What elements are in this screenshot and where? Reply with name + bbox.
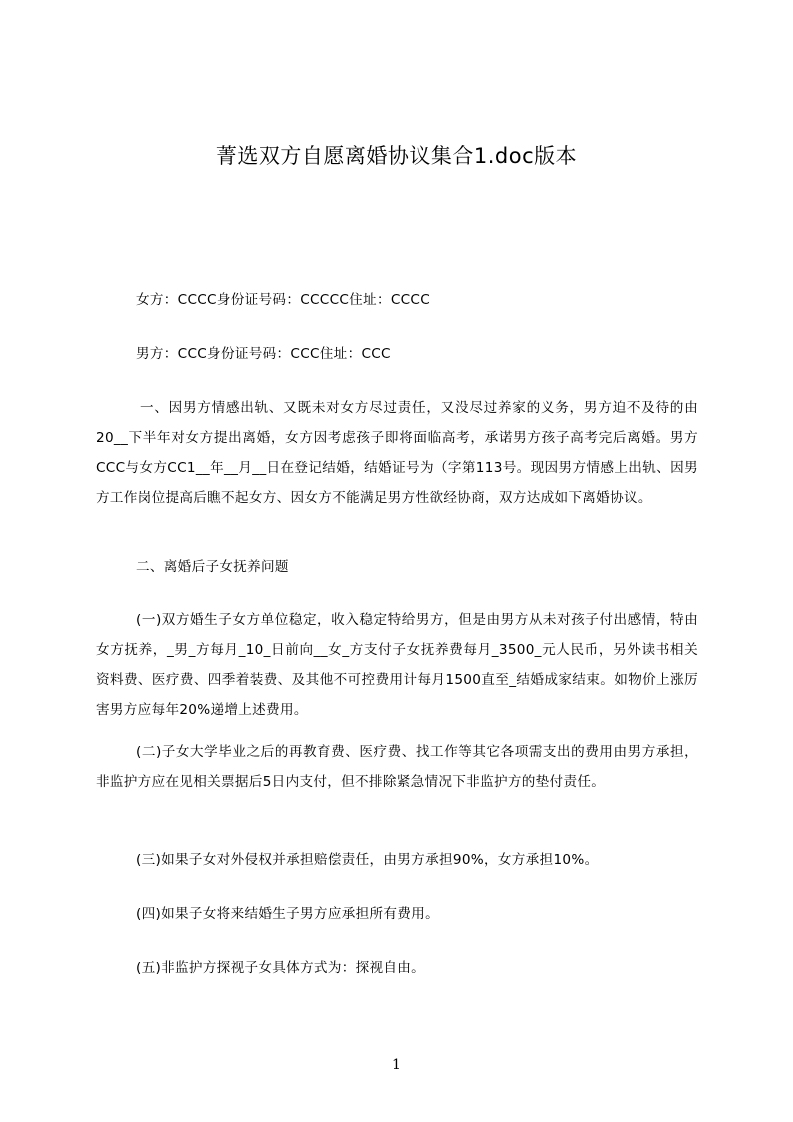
paragraph-male-party: 男方：CCC身份证号码：CCC住址：CCC bbox=[136, 346, 391, 362]
page-number: 1 bbox=[392, 1057, 401, 1073]
paragraph-female-party: 女方：CCCC身份证号码：CCCCC住址：CCCC bbox=[136, 292, 431, 308]
paragraph-item-one: (一)双方婚生子女方单位稳定，收入稳定特给男方，但是由男方从未对孩子付出感情，特由女方抚养，_男_方每月_10_日前向__女_方支付子女抚养费每月_3500_元人民币，另外读书相关资料费、医疗费、四季着装费、及其他不可控费用计每月1500直至_结婚成家结束。如物价上涨厉害男方应每年20%递增上述费用。 bbox=[96, 612, 698, 718]
paragraph-section-one: 一、因男方情感出轨、又既未对女方尽过责任，又没尽过养家的义务，男方迫不及待的由20__下半年对女方提出离婚，女方因考虑孩子即将面临高考，承诺男方孩子高考完后离婚。男方CCC与女方CC1__年__月__日在登记结婚，结婚证号为（字第113号。现因男方情感上出轨、因男方工作岗位提高后瞧不起女方、因女方不能满足男方性欲经协商，双方达成如下离婚协议。 bbox=[96, 400, 698, 506]
paragraph-item-four: (四)如果子女将来结婚生子男方应承担所有费用。 bbox=[136, 906, 439, 922]
paragraph-item-three: (三)如果子女对外侵权并承担赔偿责任，由男方承担90%，女方承担10%。 bbox=[136, 852, 599, 868]
paragraph-item-two: (二)子女大学毕业之后的再教育费、医疗费、找工作等其它各项需支出的费用由男方承担，非监护方应在见相关票据后5日内支付，但不排除紧急情况下非监护方的垫付责任。 bbox=[96, 744, 698, 790]
paragraph-item-five: (五)非监护方探视子女具体方式为：探视自由。 bbox=[136, 960, 426, 976]
paragraph-section-two-heading: 二、离婚后子女抚养问题 bbox=[136, 559, 289, 575]
document-title: 菁选双方自愿离婚协议集合1.doc版本 bbox=[215, 144, 578, 168]
